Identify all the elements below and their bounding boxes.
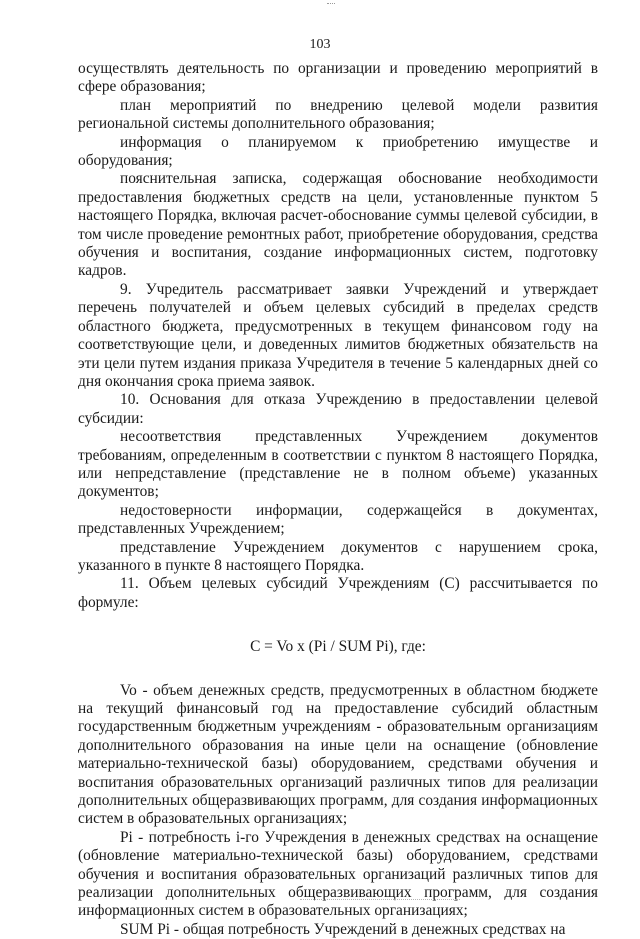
paragraph: осуществлять деятельность по организации и проведению мероприятий в сфере образования;: [78, 60, 598, 96]
definition-pi: Pi - потребность i-го Учреждения в денежных средствах на оснащение (обновление материально-технической базы) оборудованием, средствами обучения и воспитания образовательных организаций различных типов для реализации дополнительных общеразвивающих программ, для создания информационных систем в образовательных организациях;: [78, 828, 598, 920]
document-body: [78, 60, 598, 939]
paragraph: несоответствия представленных Учреждением документов требованиям, определенным в соответствии с пунктом 8 настоящего Порядка, или непредставление (представление не в полном объеме) указанных документов;: [78, 428, 598, 501]
definition-sum-pi: SUM Pi - общая потребность Учреждений в денежных средствах на: [120, 920, 566, 938]
scan-artifact-top: [327, 3, 335, 6]
paragraph: план мероприятий по внедрению целевой модели развития региональной системы дополнительного образования;: [78, 96, 598, 133]
scan-artifact-bottom: [300, 899, 460, 903]
page-number: 103: [309, 37, 331, 52]
paragraph-item-9: 9. Учредитель рассматривает заявки Учреждений и утверждает перечень получателей и объем целевых субсидий в пределах средств областного бюджета, предусмотренных в текущем финансовом году на соответствующие цели, и доведенных лимитов бюджетных обязательств на эти цели путем издания приказа Учредителя в течение 5 календарных дней со дня окончания срока приема заявок.: [78, 280, 598, 390]
definition-vo: Vo - объем денежных средств, предусмотренных в областном бюджете на текущий финансовый год на предоставление субсидий областным государственным бюджетным учреждениям - образовательным организациям дополнительного образования на иные цели на оснащение (обновление материально-технической базы) оборудованием, средствами обучения и воспитания образовательных организаций различных типов для реализации дополнительных общеразвивающих программ, для создания информационных систем в образовательных организациях;: [78, 681, 598, 828]
formula: C = Vo x (Pi / SUM Pi), где:: [250, 638, 426, 656]
paragraph-item-11: 11. Объем целевых субсидий Учреждениям (С) рассчитывается по формуле:: [78, 575, 598, 611]
paragraph-item-10: 10. Основания для отказа Учреждению в предоставлении целевой субсидии:: [78, 391, 598, 427]
paragraph: представление Учреждением документов с нарушением срока, указанного в пункте 8 настоящего Порядка.: [78, 538, 598, 574]
paragraph: недостоверности информации, содержащейся в документах, представленных Учреждением;: [78, 501, 598, 538]
paragraph: пояснительная записка, содержащая обоснование необходимости предоставления бюджетных средств на цели, установленные пунктом 5 настоящего Порядка, включая расчет-обоснование суммы целевой субсидии, в том числе проведение ремонтных работ, приобретение оборудования, средства обучения и воспитания, создание информационных систем, подготовку кадров.: [78, 170, 598, 280]
paragraph: информация о планируемом к приобретению имуществе и оборудования;: [78, 133, 598, 170]
